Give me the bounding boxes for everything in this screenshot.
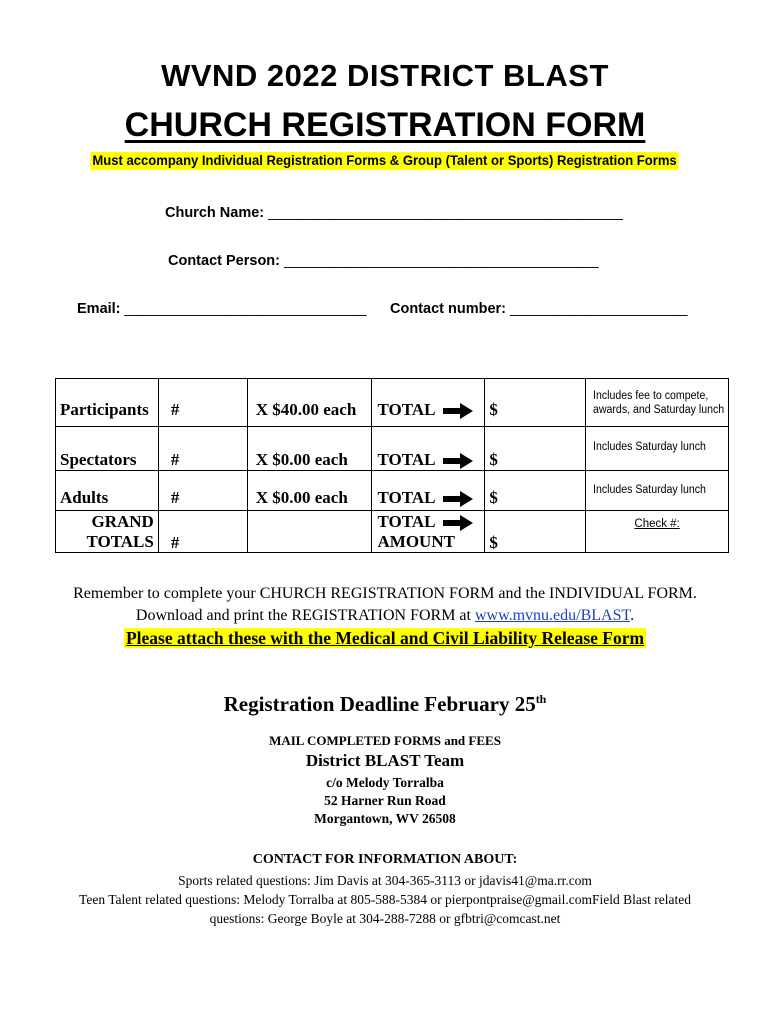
- total-label: TOTAL: [377, 400, 436, 419]
- spectators-amount[interactable]: $: [485, 427, 586, 471]
- contact-teen: Teen Talent related questions: Melody Torralba at 805-588-5384 or pierpontpraise@gmail.comField Blast related: [79, 892, 691, 907]
- participants-amount[interactable]: $: [485, 379, 586, 427]
- adults-count[interactable]: #: [158, 471, 247, 511]
- adults-price: X $0.00 each: [247, 471, 371, 511]
- spectators-price: X $0.00 each: [247, 427, 371, 471]
- contact-info: [0, 871, 770, 928]
- table-row: [56, 511, 729, 553]
- church-name-field[interactable]: [165, 205, 623, 221]
- total-amount-label: TOTAL AMOUNT: [371, 511, 485, 553]
- arrow-right-icon: [443, 491, 473, 507]
- contact-person-label: Contact Person:: [168, 253, 280, 269]
- adults-note: Includes Saturday lunch: [586, 471, 729, 511]
- mailing-address: [0, 774, 770, 828]
- subtitle-banner: [0, 152, 770, 170]
- registration-deadline: Registration Deadline February 25th: [223, 692, 547, 716]
- attach-text: Please attach these with the Medical and Civil Liability Release Form: [125, 628, 645, 648]
- mail-heading: MAIL COMPLETED FORMS and FEES: [269, 733, 501, 748]
- participants-label: Participants: [56, 379, 159, 427]
- grand-totals-count[interactable]: #: [158, 511, 247, 553]
- participants-count[interactable]: #: [158, 379, 247, 427]
- arrow-right-icon: [443, 453, 473, 469]
- church-name-label: Church Name:: [165, 205, 265, 221]
- check-number-field[interactable]: [586, 511, 729, 553]
- email-field[interactable]: [77, 301, 366, 317]
- subtitle-text: Must accompany Individual Registration Forms & Group (Talent or Sports) Registration Forms: [92, 153, 678, 169]
- participants-price: X $40.00 each: [247, 379, 371, 427]
- table-row: [56, 427, 729, 471]
- spectators-total: [371, 427, 485, 471]
- contact-person-field[interactable]: [168, 253, 599, 269]
- adults-label: Adults: [56, 471, 159, 511]
- contact-number-field[interactable]: [390, 301, 687, 317]
- attach-notice: [0, 628, 770, 649]
- grand-total-amount[interactable]: $: [485, 511, 586, 553]
- adults-total: [371, 471, 485, 511]
- grand-totals-empty: [247, 511, 371, 553]
- contact-heading: CONTACT FOR INFORMATION ABOUT:: [252, 852, 518, 867]
- instructions-line1: Remember to complete your CHURCH REGISTRATION FORM and the INDIVIDUAL FORM.: [73, 585, 697, 602]
- contact-person-blank[interactable]: _______________________________________: [280, 253, 599, 269]
- check-label: Check #:: [634, 518, 680, 530]
- adults-amount[interactable]: $: [485, 471, 586, 511]
- email-label: Email:: [77, 301, 121, 317]
- contact-sports: Sports related questions: Jim Davis at 304-365-3113 or jdavis41@ma.rr.com: [178, 873, 592, 888]
- contact-number-blank[interactable]: ______________________: [506, 301, 688, 317]
- blast-link[interactable]: www.mvnu.edu/BLAST: [474, 607, 631, 624]
- arrow-right-icon: [443, 403, 473, 419]
- total-label: TOTAL: [377, 488, 436, 507]
- total-label: TOTAL: [377, 450, 436, 469]
- contact-number-label: Contact number:: [390, 301, 506, 317]
- address-city: Morgantown, WV 26508: [314, 811, 456, 826]
- spectators-count[interactable]: #: [158, 427, 247, 471]
- email-blank[interactable]: ______________________________: [120, 301, 367, 317]
- team-name: District BLAST Team: [305, 751, 465, 770]
- instructions: [0, 583, 770, 627]
- church-name-blank[interactable]: ____________________________________________: [264, 205, 623, 221]
- participants-total: [371, 379, 485, 427]
- form-title-line1: WVND 2022 DISTRICT BLAST: [161, 58, 609, 93]
- table-row: [56, 379, 729, 427]
- arrow-right-icon: [443, 515, 473, 531]
- instructions-line2: Download and print the REGISTRATION FORM at www.mvnu.edu/BLAST.: [135, 607, 635, 624]
- form-title-line2: [0, 106, 770, 145]
- participants-note: Includes fee to compete, awards, and Saturday lunch: [586, 379, 729, 427]
- address-street: 52 Harner Run Road: [324, 793, 446, 808]
- contact-field: questions: George Boyle at 304-288-7288 or gfbtri@comcast.net: [209, 911, 561, 926]
- form-title-text: CHURCH REGISTRATION FORM: [124, 106, 646, 144]
- spectators-label: Spectators: [56, 427, 159, 471]
- registration-table: [55, 378, 729, 553]
- table-row: [56, 471, 729, 511]
- address-co: c/o Melody Torralba: [326, 775, 444, 790]
- spectators-note: Includes Saturday lunch: [586, 427, 729, 471]
- grand-totals-label: GRAND TOTALS: [56, 511, 159, 553]
